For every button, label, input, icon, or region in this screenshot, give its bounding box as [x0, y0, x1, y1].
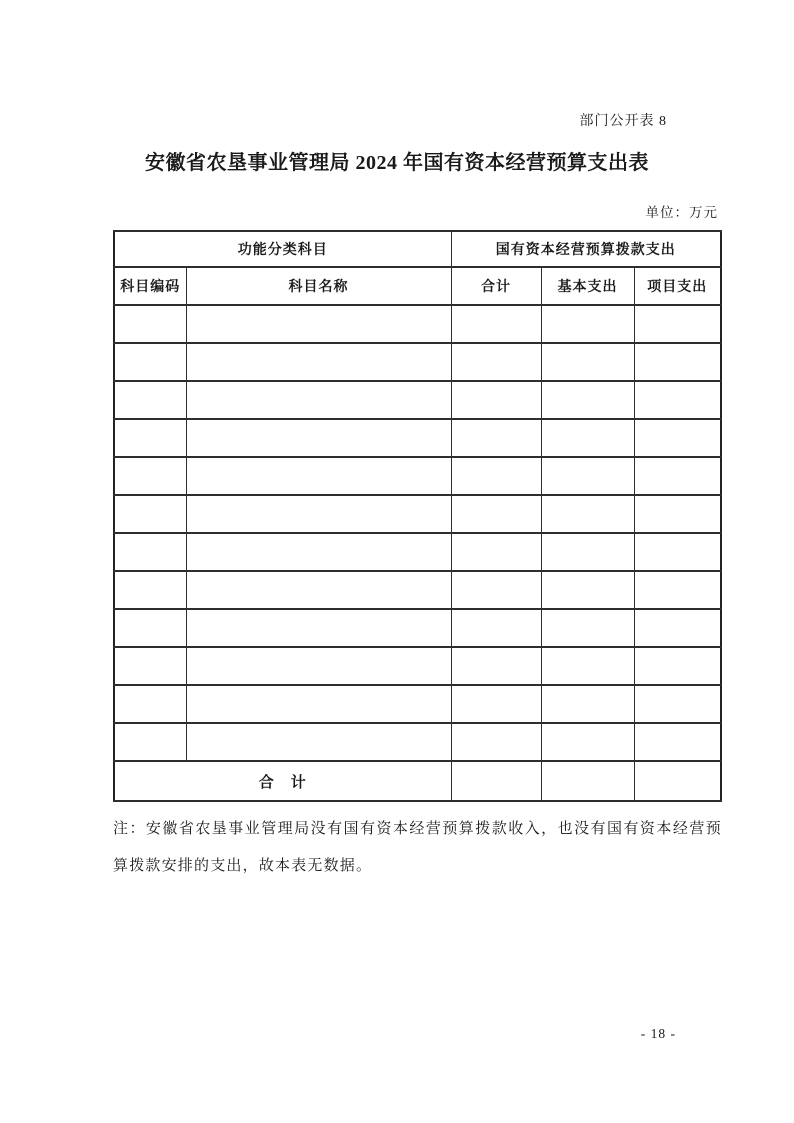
page-number: - 18 -: [640, 1026, 676, 1041]
empty-cell: [541, 533, 634, 571]
empty-cell: [186, 685, 451, 723]
empty-cell: [634, 647, 721, 685]
empty-cell: [541, 685, 634, 723]
empty-cell: [186, 533, 451, 571]
empty-cell: [114, 381, 186, 419]
empty-cell: [186, 495, 451, 533]
empty-cell: [634, 305, 721, 343]
empty-cell: [634, 343, 721, 381]
table-row: [114, 647, 721, 685]
corner-table-label: 部门公开表 8: [579, 114, 667, 129]
header-group-row: [114, 231, 721, 267]
empty-cell: [186, 419, 451, 457]
empty-cell: [634, 533, 721, 571]
empty-cell: [634, 571, 721, 609]
empty-cell: [541, 723, 634, 761]
total-value-cell-basic: [541, 761, 634, 801]
empty-cell: [186, 305, 451, 343]
empty-cell: [541, 343, 634, 381]
empty-cell: [186, 609, 451, 647]
unit-label: 单位：万元: [645, 205, 718, 220]
col-header-subject-name: 科目名称: [186, 267, 451, 305]
empty-cell: [634, 495, 721, 533]
empty-cell: [451, 533, 541, 571]
empty-cell: [186, 571, 451, 609]
empty-cell: [114, 723, 186, 761]
header-column-row: [114, 267, 721, 305]
table-row: [114, 685, 721, 723]
col-header-subject-code: 科目编码: [114, 267, 186, 305]
empty-cell: [541, 571, 634, 609]
empty-cell: [114, 609, 186, 647]
empty-cell: [541, 647, 634, 685]
empty-cell: [451, 305, 541, 343]
table-row: [114, 419, 721, 457]
empty-cell: [114, 495, 186, 533]
table-row: [114, 571, 721, 609]
empty-cell: [114, 457, 186, 495]
table-row: [114, 533, 721, 571]
empty-cell: [114, 647, 186, 685]
empty-cell: [634, 381, 721, 419]
total-label-cell: 合 计: [114, 761, 451, 801]
empty-cell: [541, 495, 634, 533]
table-row: [114, 457, 721, 495]
page-title: 安徽省农垦事业管理局 2024 年国有资本经营预算支出表: [145, 152, 649, 174]
empty-cell: [114, 533, 186, 571]
empty-cell: [114, 343, 186, 381]
empty-cell: [451, 381, 541, 419]
empty-cell: [541, 381, 634, 419]
empty-cell: [451, 343, 541, 381]
empty-cell: [451, 571, 541, 609]
table-row: [114, 305, 721, 343]
header-group-function-classification: 功能分类科目: [114, 231, 451, 267]
empty-cell: [634, 685, 721, 723]
empty-cell: [186, 343, 451, 381]
empty-cell: [451, 647, 541, 685]
total-value-cell-project: [634, 761, 721, 801]
empty-cell: [451, 495, 541, 533]
empty-cell: [186, 381, 451, 419]
empty-cell: [451, 723, 541, 761]
col-header-project-expenditure: 项目支出: [634, 267, 721, 305]
empty-cell: [634, 457, 721, 495]
empty-cell: [114, 685, 186, 723]
empty-cell: [634, 723, 721, 761]
table-row: [114, 723, 721, 761]
note-text: 注：安徽省农垦事业管理局没有国有资本经营预算拨款收入，也没有国有资本经营预算拨款安排的支出，故本表无数据。: [113, 821, 722, 874]
empty-cell: [114, 571, 186, 609]
empty-cell: [186, 723, 451, 761]
table-row: [114, 381, 721, 419]
empty-cell: [451, 419, 541, 457]
empty-cell: [541, 457, 634, 495]
table-row: [114, 343, 721, 381]
empty-cell: [451, 685, 541, 723]
empty-cell: [541, 609, 634, 647]
col-header-basic-expenditure: 基本支出: [541, 267, 634, 305]
empty-cell: [114, 419, 186, 457]
table-row: [114, 495, 721, 533]
empty-cell: [634, 609, 721, 647]
total-value-cell-total: [451, 761, 541, 801]
empty-cell: [541, 305, 634, 343]
budget-table: [113, 230, 722, 802]
col-header-total: 合计: [451, 267, 541, 305]
table-row: [114, 609, 721, 647]
empty-cell: [186, 457, 451, 495]
empty-cell: [114, 305, 186, 343]
empty-cell: [186, 647, 451, 685]
header-group-state-capital-budget-expenditure: 国有资本经营预算拨款支出: [451, 231, 721, 267]
empty-cell: [541, 419, 634, 457]
empty-cell: [634, 419, 721, 457]
empty-cell: [451, 609, 541, 647]
table-body: [114, 305, 721, 761]
empty-cell: [451, 457, 541, 495]
total-row: [114, 761, 721, 801]
